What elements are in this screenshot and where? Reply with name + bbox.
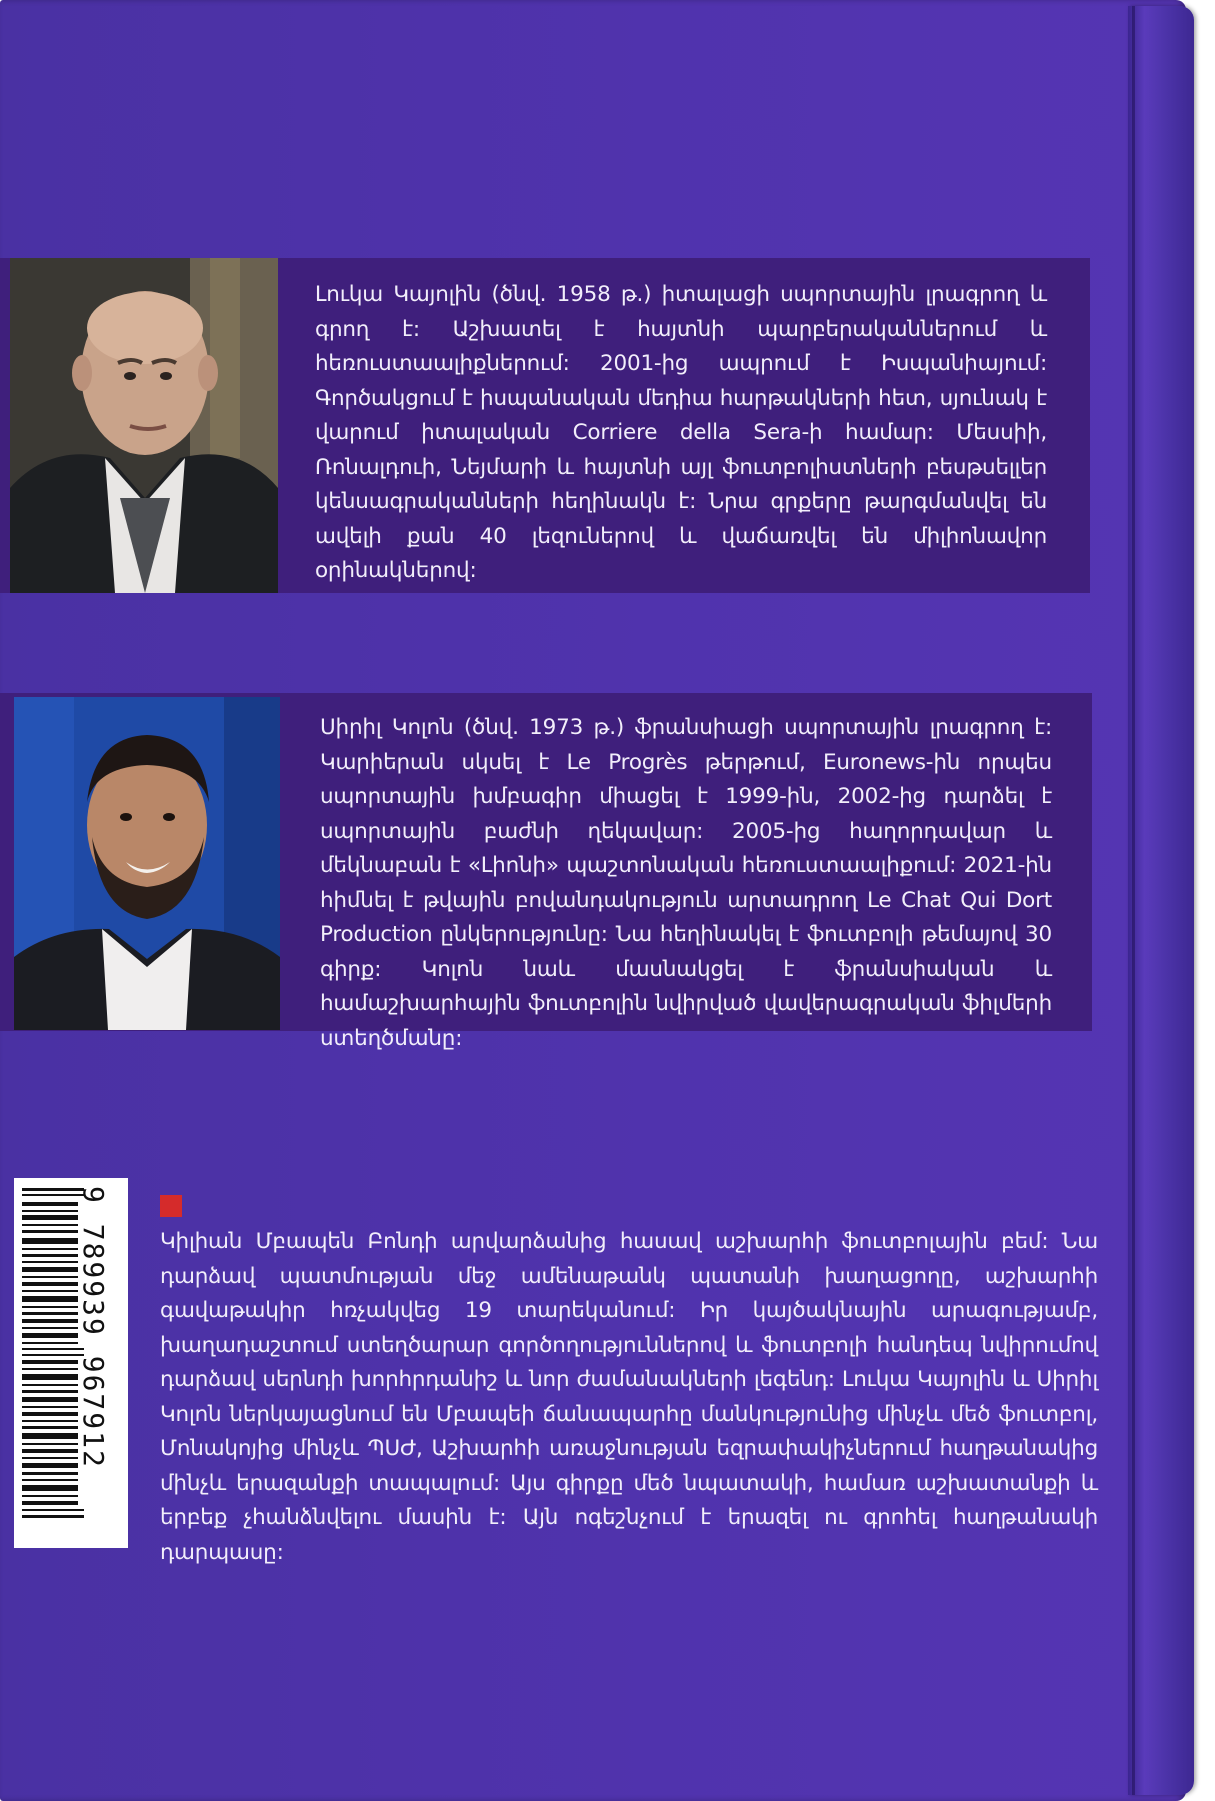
author-bio-1: Լուկա Կայոլին (ծնվ. 1958 թ.) իտալացի սպորտային լրագրող և գրող է: Աշխատել է հայտնի պարբերականներում և հեռուստաալիքներում: 2001-ից ապրում է Իսպանիայում: Գործակցում է իսպանական մեդիա հարթակների հետ, սյունակ է վարում իտալական Corriere della Sera-ի համար: Մեսսիի, Ռոնալդուի, Նեյմարի և հայտնի այլ ֆուտբոլիստների բեսթսելլեր կենսագրականների հեղինակն է: Նրա գրքերը թարգմանվել են ավելի քան 40 լեզուներով և վաճառվել են միլիոնավոր օրինակներով: [315,282,1047,583]
isbn-barcode-box [14,1178,128,1548]
author-bio-2: Սիրիլ Կոլոն (ծնվ. 1973 թ.) ֆրանսիացի սպորտային լրագրող է: Կարիերան սկսել է Le Progrès թերթում, Euronews-ին որպես սպորտային խմբագիր միացել է 1999-ին, 2002-ից դարձել է սպորտային բաժնի ղեկավար: 2005-ից հաղորդավար և մեկնաբան է «Լիոնի» պաշտոնական հեռուստաալիքում: 2021-ին հիմնել է թվային բովանդակություն արտադրող Le Chat Qui Dort Production ընկերությունը: Նա հեղինակել է ֆուտբոլի թեմայով 30 գիրք: Կոլոն նաև մասնակցել է ֆրանսիական և համաշխարհային ֆուտբոլին նվիրված վավերագրական ֆիլմերի ստեղծմանը: [320,715,1052,1051]
portrait-man-bald-icon [10,258,278,593]
spine-crease [1132,6,1135,1795]
red-square-bullet [160,1195,182,1217]
isbn-digits: 9 789939 967912 [77,1186,110,1469]
author-photo-1 [10,258,278,593]
portrait-man-smiling-icon [14,697,280,1030]
book-spine-edge [1128,6,1194,1795]
book-blurb: Կիլիան Մբապեն Բոնդի արվարձանից հասավ աշխարհի ֆուտբոլային բեմ: Նա դարձավ պատմության մեջ ամենաթանկ պատանի խաղացողը, աշխարհի գավաթակիր հռչակվեց 19 տարեկանում: Իր կայծակնային արագությամբ, խաղադաշտում ստեղծարար գործողություններով և ֆուտբոլի հանդեպ նվիրումով դարձավ սերնդի խորհրդանիշ և նոր ժամանակների լեգենդ: Լուկա Կայոլին և Սիրիլ Կոլոն ներկայացնում են Մբապեի ճանապարհը մանկությունից մինչև մեծ ֆուտբոլ, Մոնակոյից մինչև ՊՍԺ, Աշխարհի առաջնության եզրափակիչներում հաղթանակից մինչև երազանքի տապալում: Այս գիրքը մեծ նպատակի, համառ աշխատանքի և երբեք չհանձնվելու մասին է: Այն ոգեշնչում է երազել ու գրոհել հաղթանակի դարպասը: [160,1229,1098,1565]
barcode-icon [22,1188,84,1538]
author-photo-2 [14,697,280,1030]
